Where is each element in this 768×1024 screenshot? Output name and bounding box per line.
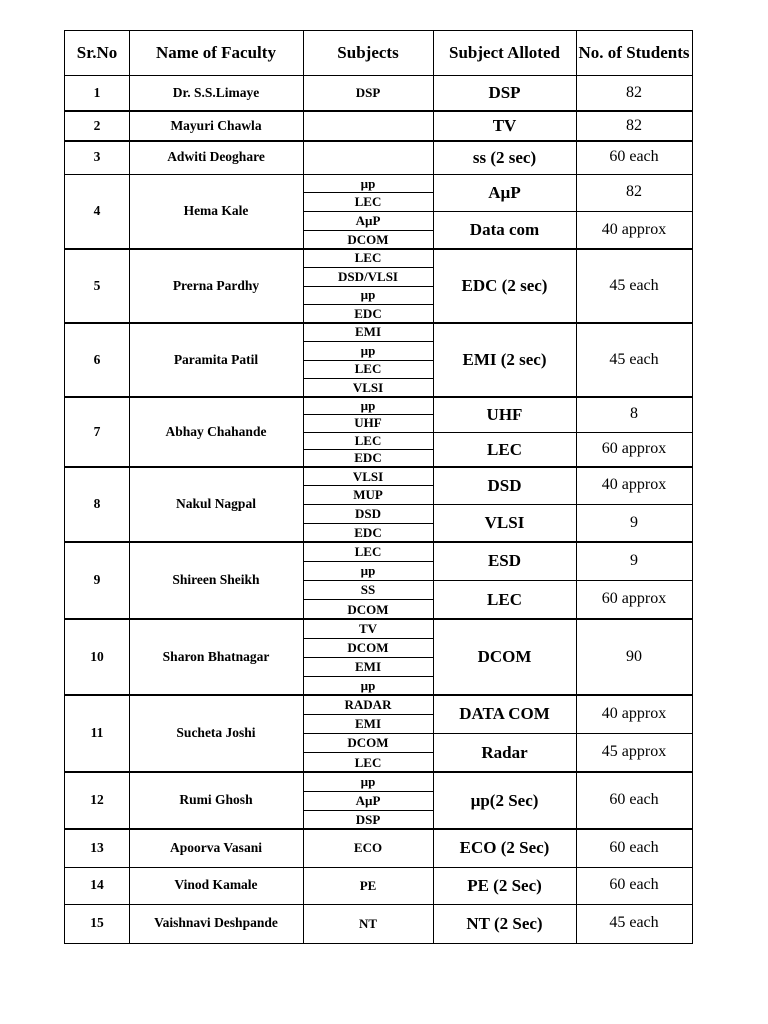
- row-subject: MUP: [353, 487, 383, 503]
- row-subject-alloted: µp(2 Sec): [470, 790, 539, 810]
- row-subject: µp: [360, 773, 376, 789]
- row-subject: TV: [358, 620, 378, 636]
- row-faculty-name: Hema Kale: [183, 203, 249, 219]
- row-no-of-students: 40 approx: [601, 220, 667, 238]
- table-rule: [303, 286, 433, 287]
- row-subject-alloted: EDC (2 sec): [461, 276, 548, 296]
- row-subject: LEC: [354, 432, 382, 448]
- row-subject-alloted: ECO (2 Sec): [459, 838, 550, 858]
- table-rule: [303, 791, 433, 792]
- table-rule: [65, 248, 692, 250]
- row-subject-alloted: LEC: [487, 439, 522, 459]
- header-subject-alloted: Subject Alloted: [449, 43, 560, 63]
- row-sr-no: 12: [90, 792, 104, 808]
- row-no-of-students: 9: [630, 513, 638, 531]
- row-no-of-students: 40 approx: [601, 476, 667, 494]
- table-rule: [303, 657, 433, 658]
- row-subject: NT: [358, 915, 378, 931]
- row-sr-no: 15: [90, 915, 104, 931]
- table-rule: [303, 599, 433, 600]
- row-subject: EMI: [355, 658, 381, 674]
- row-subject: LEC: [354, 194, 382, 210]
- table-rule: [303, 414, 433, 415]
- row-sr-no: 4: [93, 203, 101, 219]
- table-rule: [303, 432, 433, 433]
- table-rule: [433, 211, 692, 212]
- row-faculty-name: Nakul Nagpal: [176, 496, 256, 512]
- row-subject-alloted: DCOM: [477, 647, 532, 667]
- row-sr-no: 6: [93, 351, 101, 367]
- row-subject-alloted: AµP: [488, 182, 521, 202]
- table-rule: [303, 267, 433, 268]
- row-faculty-name: Sucheta Joshi: [176, 725, 256, 741]
- table-rule: [433, 504, 692, 505]
- table-rule: [433, 733, 692, 734]
- table-rule: [576, 31, 577, 943]
- row-no-of-students: 82: [626, 83, 642, 101]
- table-rule: [303, 504, 433, 505]
- row-subject-alloted: Data com: [469, 220, 540, 240]
- row-subject: AµP: [355, 792, 381, 808]
- row-faculty-name: Rumi Ghosh: [179, 792, 253, 808]
- table-rule: [303, 561, 433, 562]
- row-subject: EMI: [355, 324, 381, 340]
- row-subject: UHF: [354, 415, 382, 431]
- row-subject: EDC: [354, 305, 382, 321]
- row-subject: DCOM: [347, 735, 389, 751]
- row-subject: EDC: [354, 524, 382, 540]
- row-faculty-name: Prerna Pardhy: [172, 277, 260, 293]
- row-no-of-students: 60 approx: [601, 590, 667, 608]
- row-sr-no: 3: [93, 149, 101, 165]
- table-rule: [433, 432, 692, 433]
- table-rule: [303, 676, 433, 677]
- row-subject: µp: [360, 397, 376, 413]
- table-rule: [65, 174, 692, 175]
- row-subject: µp: [360, 677, 376, 693]
- row-sr-no: 11: [90, 725, 104, 741]
- row-subject: DCOM: [347, 231, 389, 247]
- row-no-of-students: 82: [626, 183, 642, 201]
- table-rule: [433, 31, 434, 943]
- table-rule: [65, 828, 692, 830]
- row-subject: DCOM: [347, 601, 389, 617]
- table-rule: [65, 75, 692, 76]
- row-sr-no: 10: [90, 648, 104, 664]
- table-rule: [303, 810, 433, 811]
- table-rule: [433, 580, 692, 581]
- table-rule: [65, 904, 692, 905]
- row-no-of-students: 40 approx: [601, 704, 667, 722]
- table-rule: [303, 580, 433, 581]
- row-subject-alloted: LEC: [487, 589, 522, 609]
- row-subject: RADAR: [344, 696, 392, 712]
- table-rule: [65, 618, 692, 620]
- row-subject: LEC: [354, 250, 382, 266]
- row-subject-alloted: ESD: [487, 551, 522, 571]
- row-subject-alloted: DSD: [487, 475, 522, 495]
- row-subject: ECO: [353, 840, 383, 856]
- row-subject: µp: [360, 175, 376, 191]
- table-rule: [303, 714, 433, 715]
- table-rule: [65, 110, 692, 112]
- row-subject: µp: [360, 287, 376, 303]
- header-name-of-faculty: Name of Faculty: [156, 43, 276, 63]
- header-sr-no: Sr.No: [76, 43, 118, 63]
- table-rule: [303, 192, 433, 193]
- row-sr-no: 13: [90, 839, 104, 855]
- row-subject: VLSI: [352, 468, 384, 484]
- row-no-of-students: 45 each: [609, 914, 659, 932]
- table-rule: [303, 341, 433, 342]
- row-no-of-students: 60 each: [609, 838, 659, 856]
- row-sr-no: 14: [90, 877, 104, 893]
- row-subject: LEC: [354, 754, 382, 770]
- row-subject: LEC: [354, 361, 382, 377]
- row-sr-no: 9: [93, 572, 101, 588]
- header-no-of-students: No. of Students: [578, 43, 690, 63]
- table-rule: [65, 771, 692, 773]
- row-subject-alloted: ss (2 sec): [472, 147, 537, 167]
- row-subject-alloted: VLSI: [484, 513, 525, 533]
- row-sr-no: 7: [93, 423, 101, 439]
- row-subject: SS: [360, 582, 376, 598]
- row-faculty-name: Vaishnavi Deshpande: [154, 915, 278, 931]
- row-subject: PE: [359, 877, 377, 893]
- row-subject: DSP: [355, 811, 381, 827]
- row-no-of-students: 60 each: [609, 876, 659, 894]
- row-subject-alloted: EMI (2 sec): [462, 350, 547, 370]
- table-rule: [303, 449, 433, 450]
- row-no-of-students: 82: [626, 116, 642, 134]
- row-subject: DSP: [355, 85, 381, 101]
- row-faculty-name: Mayuri Chawla: [170, 117, 262, 133]
- row-subject: EMI: [355, 716, 381, 732]
- table-rule: [303, 638, 433, 639]
- row-faculty-name: Dr. S.S.Limaye: [172, 84, 260, 100]
- row-faculty-name: Paramita Patil: [173, 351, 259, 367]
- row-no-of-students: 90: [626, 647, 642, 665]
- table-rule: [65, 867, 692, 868]
- row-subject: µp: [360, 563, 376, 579]
- row-sr-no: 8: [93, 496, 101, 512]
- table-rule: [65, 466, 692, 468]
- table-rule: [65, 541, 692, 543]
- row-no-of-students: 45 approx: [601, 743, 667, 761]
- table-rule: [65, 322, 692, 324]
- table-rule: [303, 523, 433, 524]
- row-subject: LEC: [354, 543, 382, 559]
- row-subject-alloted: UHF: [486, 404, 523, 424]
- row-sr-no: 5: [93, 277, 101, 293]
- row-no-of-students: 8: [630, 405, 638, 423]
- row-sr-no: 1: [93, 84, 101, 100]
- table-rule: [303, 211, 433, 212]
- row-sr-no: 2: [93, 117, 101, 133]
- row-no-of-students: 45 each: [609, 276, 659, 294]
- table-rule: [65, 140, 692, 142]
- row-subject: [303, 111, 433, 141]
- table-rule: [65, 396, 692, 398]
- row-no-of-students: 60 each: [609, 791, 659, 809]
- row-subject-alloted: PE (2 Sec): [467, 875, 542, 895]
- row-subject: DSD: [354, 506, 381, 522]
- table-rule: [65, 694, 692, 696]
- table-rule: [303, 230, 433, 231]
- row-subject: AµP: [355, 213, 381, 229]
- row-subject: DSD/VLSI: [338, 268, 398, 284]
- row-faculty-name: Abhay Chahande: [165, 423, 267, 439]
- row-subject: DCOM: [347, 639, 389, 655]
- table-rule: [129, 31, 130, 943]
- table-rule: [303, 360, 433, 361]
- row-no-of-students: 60 each: [609, 148, 659, 166]
- row-subject: µp: [360, 342, 376, 358]
- row-subject: EDC: [354, 450, 382, 466]
- row-subject-alloted: Radar: [481, 742, 528, 762]
- table-rule: [303, 485, 433, 486]
- row-no-of-students: 60 approx: [601, 440, 667, 458]
- row-subject-alloted: DATA COM: [459, 704, 550, 724]
- table-rule: [303, 752, 433, 753]
- row-faculty-name: Vinod Kamale: [174, 877, 258, 893]
- row-subject-alloted: DSP: [488, 83, 521, 103]
- row-no-of-students: 45 each: [609, 350, 659, 368]
- row-subject-alloted: TV: [492, 116, 517, 136]
- faculty-allotment-table: [64, 30, 693, 944]
- row-faculty-name: Adwiti Deoghare: [167, 149, 265, 165]
- row-subject: [303, 141, 433, 174]
- table-rule: [303, 733, 433, 734]
- row-faculty-name: Apoorva Vasani: [170, 839, 262, 855]
- table-rule: [303, 304, 433, 305]
- row-subject: VLSI: [352, 379, 384, 395]
- table-rule: [303, 31, 304, 943]
- row-subject-alloted: NT (2 Sec): [466, 913, 543, 933]
- table-rule: [303, 378, 433, 379]
- row-faculty-name: Shireen Sheikh: [172, 572, 260, 588]
- row-no-of-students: 9: [630, 551, 638, 569]
- header-subjects: Subjects: [337, 43, 399, 63]
- row-faculty-name: Sharon Bhatnagar: [162, 648, 270, 664]
